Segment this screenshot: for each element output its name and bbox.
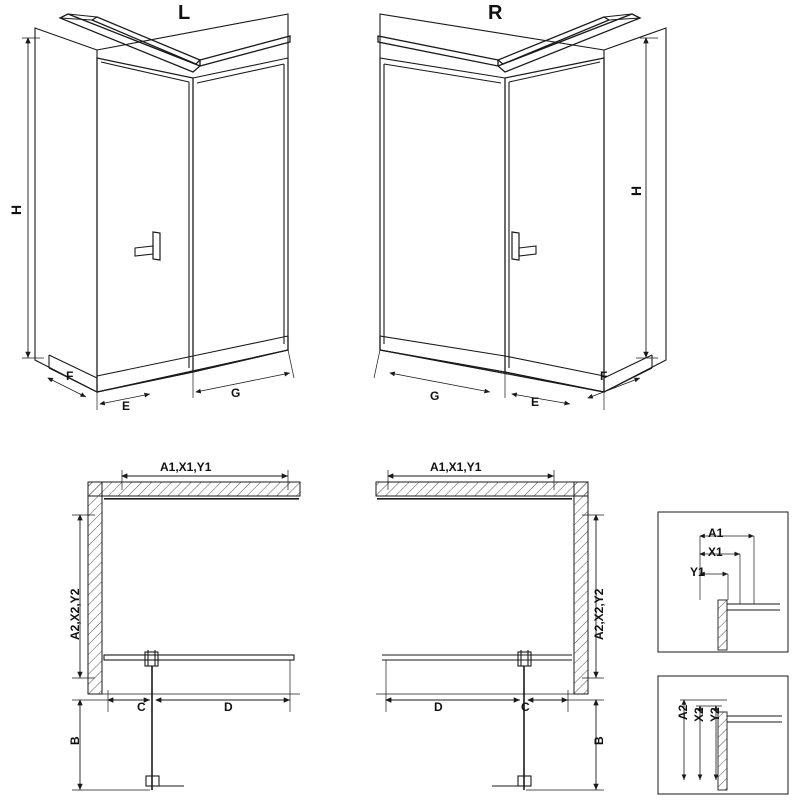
- detail-box-bottom: [658, 676, 788, 794]
- iso-view-right: [374, 14, 666, 410]
- variant-label-right: R: [488, 2, 503, 24]
- detail-bottom-label-a2: A2: [676, 704, 690, 720]
- plan-left-top-dimension: A1,X1,Y1: [160, 460, 212, 474]
- detail-bottom-label-x2: X2: [692, 707, 706, 722]
- plan-right-top-dimension: A1,X1,Y1: [430, 460, 482, 474]
- dim-label-g-left: G: [231, 386, 241, 400]
- plan-left-dim-b: B: [68, 736, 82, 745]
- dim-label-f-right: F: [600, 369, 608, 383]
- plan-left-dim-c: C: [137, 700, 146, 714]
- plan-left-dim-d: D: [224, 700, 233, 714]
- plan-view-left: [72, 470, 300, 790]
- dim-label-e-left: E: [122, 399, 131, 413]
- detail-top-label-y1: Y1: [690, 565, 705, 579]
- detail-bottom-label-y2: Y2: [708, 707, 722, 722]
- dim-label-h-left: H: [8, 204, 24, 215]
- iso-view-left: [22, 14, 294, 410]
- dim-label-g-right: G: [430, 389, 440, 403]
- plan-right-dim-b: B: [592, 736, 606, 745]
- plan-left-side-dimension: A2,X2,Y2: [68, 588, 82, 640]
- plan-view-right: [376, 470, 604, 790]
- dim-label-f-left: F: [66, 369, 74, 383]
- plan-right-dim-d: D: [434, 700, 443, 714]
- detail-top-label-a1: A1: [708, 526, 724, 540]
- plan-right-side-dimension: A2,X2,Y2: [592, 588, 606, 640]
- plan-right-dim-c: C: [521, 700, 530, 714]
- dim-label-h-right: H: [628, 185, 644, 196]
- detail-top-label-x1: X1: [708, 545, 723, 559]
- variant-label-left: L: [178, 2, 191, 24]
- dim-label-e-right: E: [531, 395, 540, 409]
